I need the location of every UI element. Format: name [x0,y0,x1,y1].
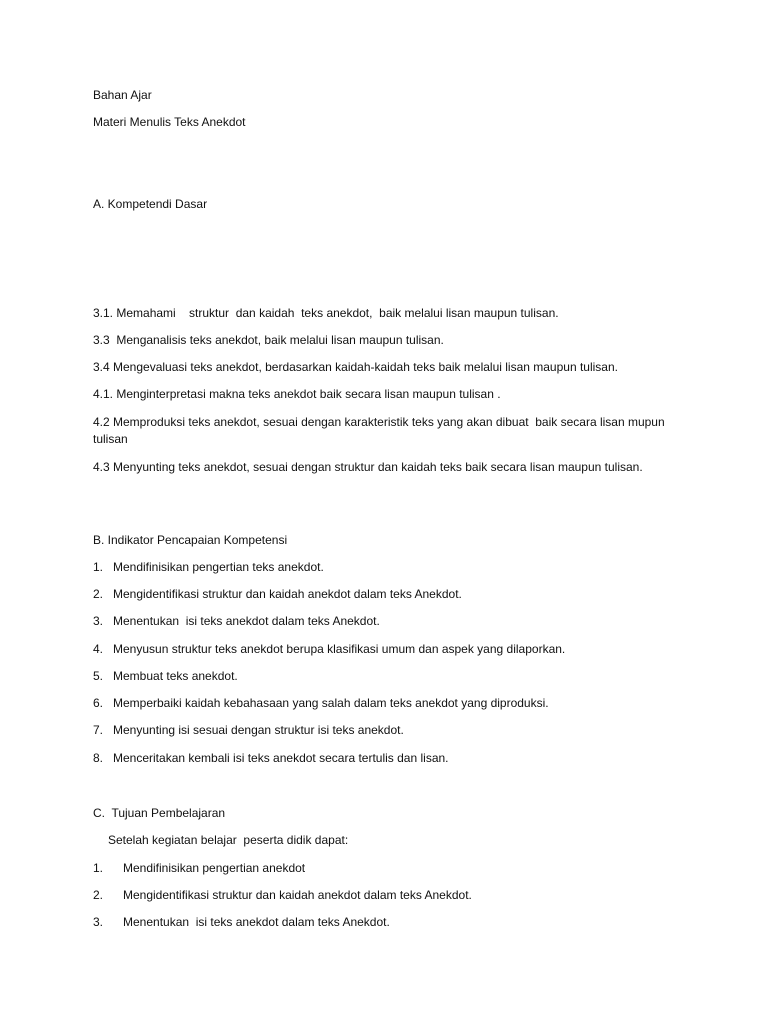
indikator-item [93,695,673,712]
kd-item: 4.2 Memproduksi teks anekdot, sesuai dengan karakteristik teks yang akan dibuat baik secara lisan mupun tulisan [93,415,668,446]
list-number: 3. [93,614,104,628]
kd-item: 4.1. Menginterpretasi makna teks anekdot baik secara lisan maupun tulisan . [93,387,501,401]
indikator-item [93,668,673,685]
tujuan-item [93,914,673,931]
list-text: Mendifinisikan pengertian teks anekdot. [113,560,324,574]
kd-item: 3.4 Mengevaluasi teks anekdot, berdasarkan kaidah-kaidah teks baik melalui lisan maupun tulisan. [93,360,618,374]
section-a-heading: A. Kompetendi Dasar [93,197,208,211]
list-number: 3. [93,915,104,929]
list-number: 7. [93,723,104,737]
list-number: 2. [93,587,104,601]
kd-item: 3.3 Menganalisis teks anekdot, baik melalui lisan maupun tulisan. [93,333,444,347]
list-number: 1. [93,861,104,875]
list-text: Menyunting isi sesuai dengan struktur isi teks anekdot. [113,723,404,737]
list-text: Menentukan isi teks anekdot dalam teks Anekdot. [113,614,380,628]
list-number: 5. [93,669,104,683]
list-text: Mendifinisikan pengertian anekdot [123,861,306,875]
list-number: 1. [93,560,104,574]
list-text: Membuat teks anekdot. [113,669,238,683]
list-number: 6. [93,696,104,710]
indikator-item [93,750,673,767]
list-number: 4. [93,642,104,656]
section-c-intro: Setelah kegiatan belajar peserta didik dapat: [108,833,349,847]
list-number: 2. [93,888,104,902]
indikator-item [93,641,673,658]
doc-subtitle: Materi Menulis Teks Anekdot [93,115,246,129]
tujuan-item [93,887,673,904]
indikator-item [93,559,673,576]
indikator-item [93,722,673,739]
list-text: Menentukan isi teks anekdot dalam teks Anekdot. [123,915,390,929]
kd-item: 4.3 Menyunting teks anekdot, sesuai dengan struktur dan kaidah teks baik secara lisan maupun tulisan. [93,460,643,474]
section-b-heading: B. Indikator Pencapaian Kompetensi [93,533,288,547]
list-text: Menceritakan kembali isi teks anekdot secara tertulis dan lisan. [113,751,449,765]
indikator-item [93,586,673,603]
list-text: Memperbaiki kaidah kebahasaan yang salah dalam teks anekdot yang diproduksi. [113,696,549,710]
indikator-item [93,613,673,630]
kd-item: 3.1. Memahami struktur dan kaidah teks anekdot, baik melalui lisan maupun tulisan. [93,306,559,320]
list-text: Mengidentifikasi struktur dan kaidah anekdot dalam teks Anekdot. [113,587,462,601]
list-text: Mengidentifikasi struktur dan kaidah anekdot dalam teks Anekdot. [123,888,472,902]
tujuan-item [93,860,673,877]
list-number: 8. [93,751,104,765]
doc-title: Bahan Ajar [93,88,152,102]
list-text: Menyusun struktur teks anekdot berupa klasifikasi umum dan aspek yang dilaporkan. [113,642,566,656]
section-c-heading: C. Tujuan Pembelajaran [93,806,226,820]
